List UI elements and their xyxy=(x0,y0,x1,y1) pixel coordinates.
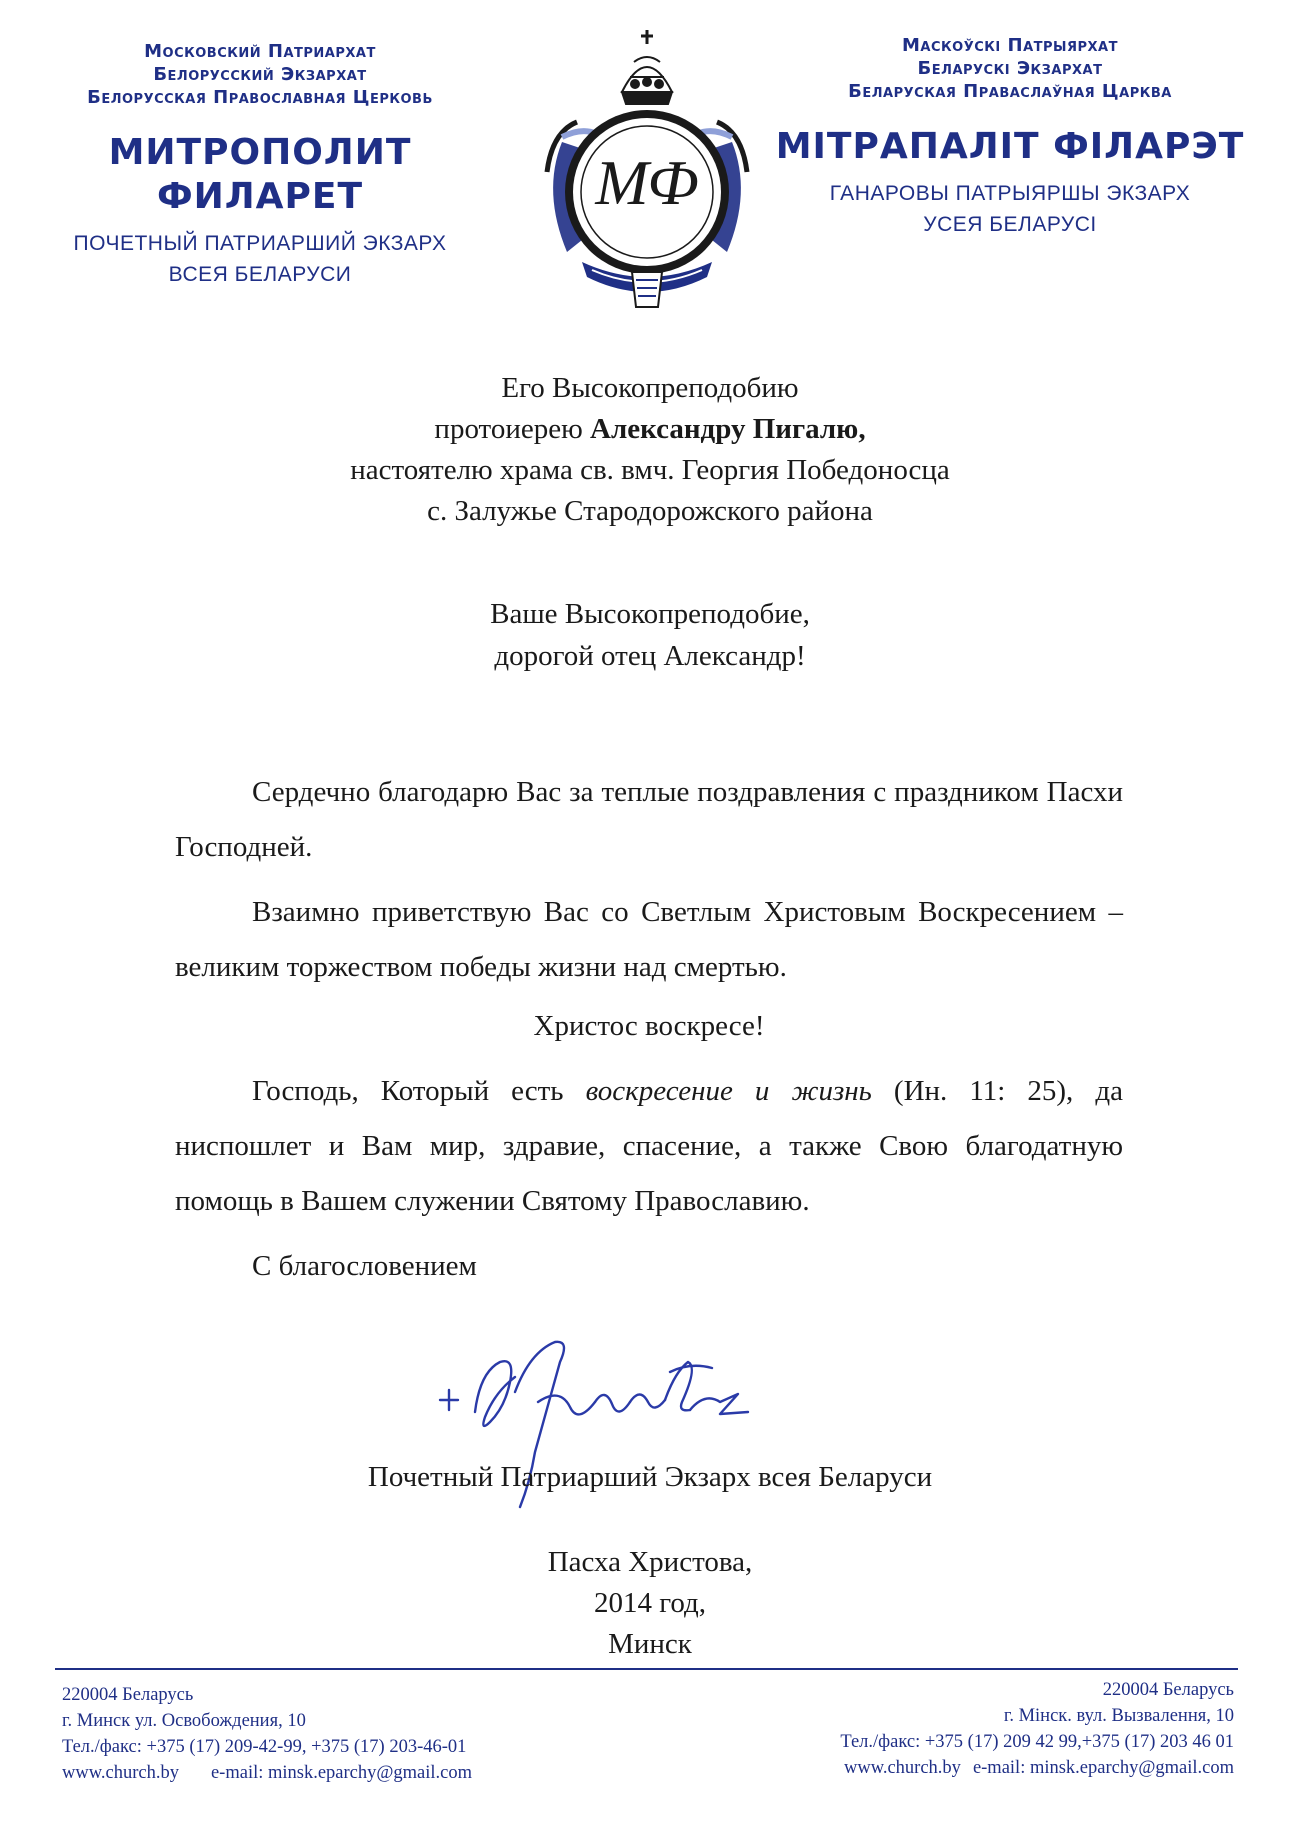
org-line: Беларуская Праваслаўная Царква xyxy=(848,81,1172,102)
letterhead-right xyxy=(770,34,1250,239)
metropolitan-name: МИТРОПОЛИТ ФИЛАРЕТ xyxy=(108,132,412,217)
closing-blessing: С благословением xyxy=(252,1250,477,1282)
addressee-rank: протоиерею xyxy=(434,413,591,445)
footer-line: 220004 Беларусь xyxy=(1102,1680,1234,1700)
footer-contacts-right xyxy=(700,1677,1234,1781)
org-line: Беларускі Экзархат xyxy=(917,58,1103,79)
date-line: Минск xyxy=(608,1628,692,1660)
org-line: Белорусская Православная Церковь xyxy=(87,87,433,108)
body-paragraph xyxy=(175,1064,1123,1229)
email-link[interactable]: e-mail: minsk.eparchy@gmail.com xyxy=(972,1758,1234,1778)
signatory-title: Почетный Патриарший Экзарх всея Беларуси xyxy=(367,1461,933,1493)
body-paragraph: Взаимно приветствую Вас со Светлым Христовым Воскресением – великим торжеством победы жизни над смертью. xyxy=(175,896,1123,983)
website-link[interactable]: www.church.by xyxy=(843,1758,961,1778)
org-line: Московский Патриархат xyxy=(144,41,376,62)
addressee-line: с. Залужье Стародорожского района xyxy=(427,495,873,527)
addressee-line: настоятелю храма св. вмч. Георгия Победоносца xyxy=(350,454,950,486)
metropolitan-name: МІТРАПАЛІТ ФІЛАРЭТ xyxy=(775,126,1245,167)
footer-divider xyxy=(55,1668,1238,1670)
footer-contacts-left xyxy=(62,1682,472,1786)
body-paragraph: Сердечно благодарю Вас за теплые поздравления с праздником Пасхи Господней. xyxy=(175,776,1123,863)
footer-line: г. Минск ул. Освобождения, 10 xyxy=(62,1711,306,1731)
letterhead-left xyxy=(20,40,500,289)
paragraph-text: Господь, Который есть xyxy=(252,1075,586,1107)
monogram-text: МФ xyxy=(595,147,699,218)
salutation-line: Ваше Высокопреподобие, xyxy=(490,598,810,630)
footer-line: Тел./факс: +375 (17) 209 42 99,+375 (17) 203 46 01 xyxy=(840,1732,1234,1752)
website-link[interactable]: www.church.by xyxy=(62,1763,179,1783)
salutation xyxy=(0,593,1300,677)
email-link[interactable]: e-mail: minsk.eparchy@gmail.com xyxy=(210,1763,473,1783)
emblem-monogram-icon xyxy=(522,22,772,312)
scripture-quote: воскресение и жизнь xyxy=(585,1075,872,1107)
title-line: ПОЧЕТНЫЙ ПАТРИАРШИЙ ЭКЗАРХ xyxy=(73,232,447,255)
salutation-line: дорогой отец Александр! xyxy=(494,640,806,672)
addressee-block xyxy=(0,368,1300,532)
title-line: ГАНАРОВЫ ПАТРЫЯРШЫ ЭКЗАРХ xyxy=(829,182,1191,205)
date-place-block xyxy=(0,1542,1300,1665)
addressee-line xyxy=(0,409,1300,450)
addressee-name: Александру Пигалю, xyxy=(590,413,866,445)
footer-line: Тел./факс: +375 (17) 209-42-99, +375 (17) 203-46-01 xyxy=(62,1737,467,1757)
org-line: Белорусский Экзархат xyxy=(153,64,367,85)
title-line: ВСЕЯ БЕЛАРУСИ xyxy=(168,263,352,286)
letter-body xyxy=(175,765,1123,1294)
title-line: УСЕЯ БЕЛАРУСІ xyxy=(923,213,1097,236)
org-line: Маскоўскі Патрыярхат xyxy=(902,35,1118,56)
paragraph-text: (Ин. 11: 25), да ниспошлет и Вам мир, здравие, спасение, а также Свою благодатную помощь в Вашем служении Святому Православию. xyxy=(175,1075,1124,1217)
handwritten-signature xyxy=(420,1332,780,1532)
footer-line: г. Мінск. вул. Вызвалення, 10 xyxy=(1003,1706,1234,1726)
footer-line xyxy=(62,1760,472,1786)
date-line: Пасха Христова, xyxy=(547,1546,753,1578)
date-line: 2014 год, xyxy=(593,1587,707,1619)
addressee-line: Его Высокопреподобию xyxy=(501,372,799,404)
footer-line xyxy=(700,1755,1234,1781)
paschal-greeting: Христос воскресе! xyxy=(533,1010,765,1042)
footer-line: 220004 Беларусь xyxy=(62,1685,194,1705)
